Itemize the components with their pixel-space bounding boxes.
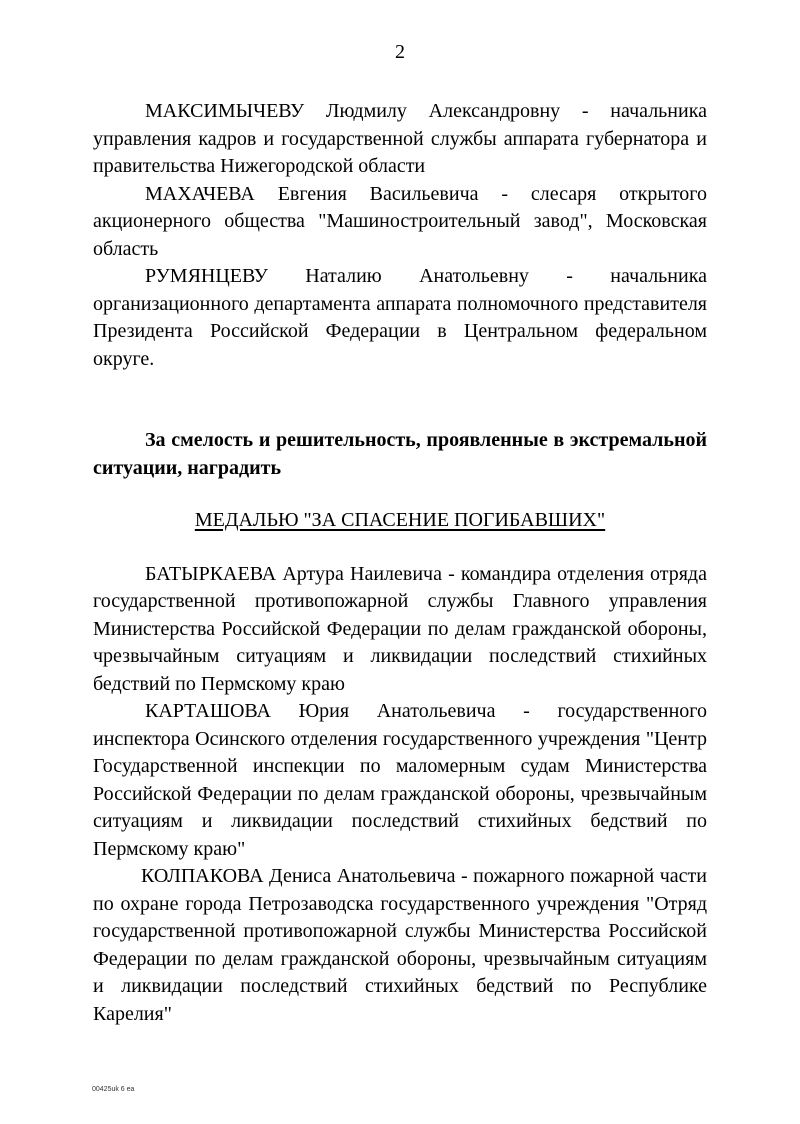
award-entry-makhacheva: [93, 181, 707, 264]
recipient-details: Дениса Анатольевича - пожарного пожарной части по охране города Петрозаводска государственного учреждения "Отряд государственной противопожарной службы Министерства Российской Федерации по делам гражданской обороны, чрезвычайным ситуациям и ликвидации последствий стихийных бедствий по Республике Карелия": [93, 865, 707, 1025]
recipient-name: БАТЫРКАЕВА: [145, 562, 277, 585]
recipient-name: МАХАЧЕВА: [145, 182, 255, 205]
section-heading: За смелость и решительность, проявленные в экстремальной ситуации, наградить: [93, 429, 707, 479]
recipient-details: Юрия Анатольевича - государственного инспектора Осинского отделения государственного учреждения "Центр Государственной инспекции по маломерным судам Министерства Российской Федерации по делам гражданской обороны, чрезвычайным ситуациям и ликвидации последствий стихийных бедствий по Пермскому краю": [93, 700, 707, 860]
recipient-name: КАРТАШОВА: [145, 700, 271, 722]
award-entry-rumyantseva: [93, 263, 707, 373]
document-body: [93, 98, 707, 1028]
document-code: 00425uk 6 ea: [92, 1086, 135, 1093]
recipient-name: РУМЯНЦЕВУ: [145, 265, 268, 287]
recipient-details: Наталию Анатольевну - начальника организационного департамента аппарата полномочного представителя Президента Российской Федерации в Центральном федеральном округе.: [93, 265, 707, 370]
recipient-name: МАКСИМЫЧЕВУ: [145, 100, 305, 122]
award-entry-batyrkaeva: [93, 561, 707, 699]
recipient-details: Евгения Васильевича - слесаря открытого акционерного общества "Машиностроительный завод", Московская область: [93, 182, 707, 260]
award-entry-kolpakova: [93, 863, 707, 1028]
recipient-details: Людмилу Александровну - начальника управления кадров и государственной службы аппарата губернатора и правительства Нижегородской области: [93, 100, 707, 177]
medal-title: МЕДАЛЬЮ "ЗА СПАСЕНИЕ ПОГИБАВШИХ": [194, 509, 606, 531]
award-entry-kartashova: [93, 698, 707, 863]
award-entry-maksimycheva: [93, 98, 707, 181]
recipient-details: Артура Наилевича - командира отделения отряда государственной противопожарной службы Главного управления Министерства Российской Федерации по делам гражданской обороны, чрезвычайным ситуациям и ликвидации последствий стихийных бедствий по Пермскому краю: [93, 562, 707, 695]
page-number: 2: [395, 41, 405, 63]
recipient-name: КОЛПАКОВА: [141, 865, 264, 887]
